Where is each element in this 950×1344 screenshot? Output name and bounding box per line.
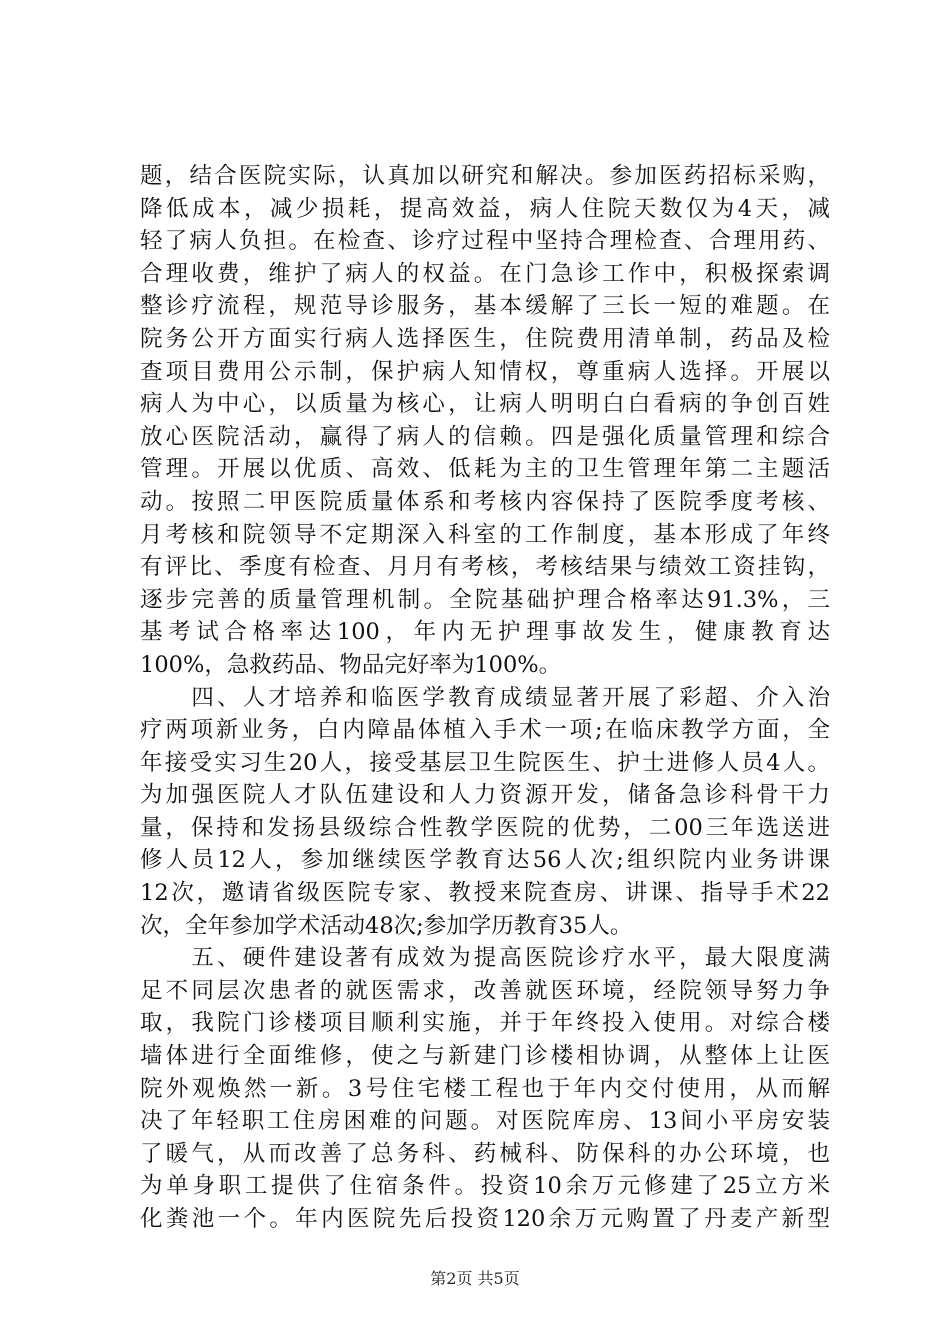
body-text xyxy=(140,160,830,1236)
text-line: 月考核和院领导不定期深入科室的工作制度，基本形成了年终 xyxy=(140,521,830,548)
text-line: 墙体进行全面维修，使之与新建门诊楼相协调，从整体上让医 xyxy=(140,1043,830,1070)
text-line: 量，保持和发扬县级综合性教学医院的优势，二00三年选送进 xyxy=(140,814,830,841)
text-line: 院外观焕然一新。3号住宅楼工程也于年内交付使用，从而解 xyxy=(140,1075,830,1102)
text-line: 取，我院门诊楼项目顺利实施，并于年终投入使用。对综合楼 xyxy=(140,1010,830,1037)
text-line: 决了年轻职工住房困难的问题。对医院库房、13间小平房安装 xyxy=(140,1108,830,1135)
text-line: 整诊疗流程，规范导诊服务，基本缓解了三长一短的难题。在 xyxy=(140,293,830,320)
text-line: 次，全年参加学术活动48次;参加学历教育35人。 xyxy=(140,912,633,939)
text-line: 降低成本，减少损耗，提高效益，病人住院天数仅为4天，减 xyxy=(140,195,830,222)
text-line: 院务公开方面实行病人选择医生，住院费用清单制，药品及检 xyxy=(140,325,830,352)
text-line: 题，结合医院实际，认真加以研究和解决。参加医药招标采购， xyxy=(140,163,830,189)
text-line: 病人为中心，以质量为核心，让病人明明白白看病的争创百姓 xyxy=(140,391,830,418)
text-line: 年接受实习生20人，接受基层卫生院医生、护士进修人员4人。 xyxy=(140,749,830,776)
text-line: 四、人才培养和临医学教育成绩显著开展了彩超、介入治 xyxy=(140,684,830,711)
text-line: 管理。开展以优质、高效、低耗为主的卫生管理年第二主题活 xyxy=(140,456,830,483)
text-line: 查项目费用公示制，保护病人知情权，尊重病人选择。开展以 xyxy=(140,358,830,385)
text-line: 动。按照二甲医院质量体系和考核内容保持了医院季度考核、 xyxy=(140,488,830,515)
text-line: 放心医院活动，赢得了病人的信赖。四是强化质量管理和综合 xyxy=(140,423,830,450)
text-line: 基考试合格率达100，年内无护理事故发生，健康教育达 xyxy=(140,619,830,646)
text-line: 化粪池一个。年内医院先后投资120余万元购置了丹麦产新型 xyxy=(140,1206,830,1232)
text-line: 足不同层次患者的就医需求，改善就医环境，经院领导努力争 xyxy=(140,977,830,1004)
text-line: 逐步完善的质量管理机制。全院基础护理合格率达91.3%，三 xyxy=(140,586,830,613)
text-line: 了暖气，从而改善了总务科、药械科、防保科的办公环境，也 xyxy=(140,1140,830,1167)
text-line: 有评比、季度有检查、月月有考核，考核结果与绩效工资挂钩， xyxy=(140,554,830,581)
text-line: 疗两项新业务，白内障晶体植入手术一项;在临床教学方面，全 xyxy=(140,717,830,744)
page-footer: 第2页 共5页 xyxy=(430,1269,520,1288)
text-line: 五、硬件建设著有成效为提高医院诊疗水平，最大限度满 xyxy=(140,945,830,972)
text-line: 轻了病人负担。在检查、诊疗过程中坚持合理检查、合理用药、 xyxy=(140,228,830,255)
text-line: 为单身职工提供了住宿条件。投资10余万元修建了25立方米 xyxy=(140,1173,830,1200)
text-line: 修人员12人，参加继续医学教育达56人次;组织院内业务讲课 xyxy=(140,847,830,874)
text-line: 100%，急救药品、物品完好率为100%。 xyxy=(140,651,562,678)
text-line: 12次，邀请省级医院专家、教授来院查房、讲课、指导手术22 xyxy=(140,880,830,907)
text-line: 为加强医院人才队伍建设和人力资源开发，储备急诊科骨干力 xyxy=(140,782,830,809)
text-line: 合理收费，维护了病人的权益。在门急诊工作中，积极探索调 xyxy=(140,260,830,287)
